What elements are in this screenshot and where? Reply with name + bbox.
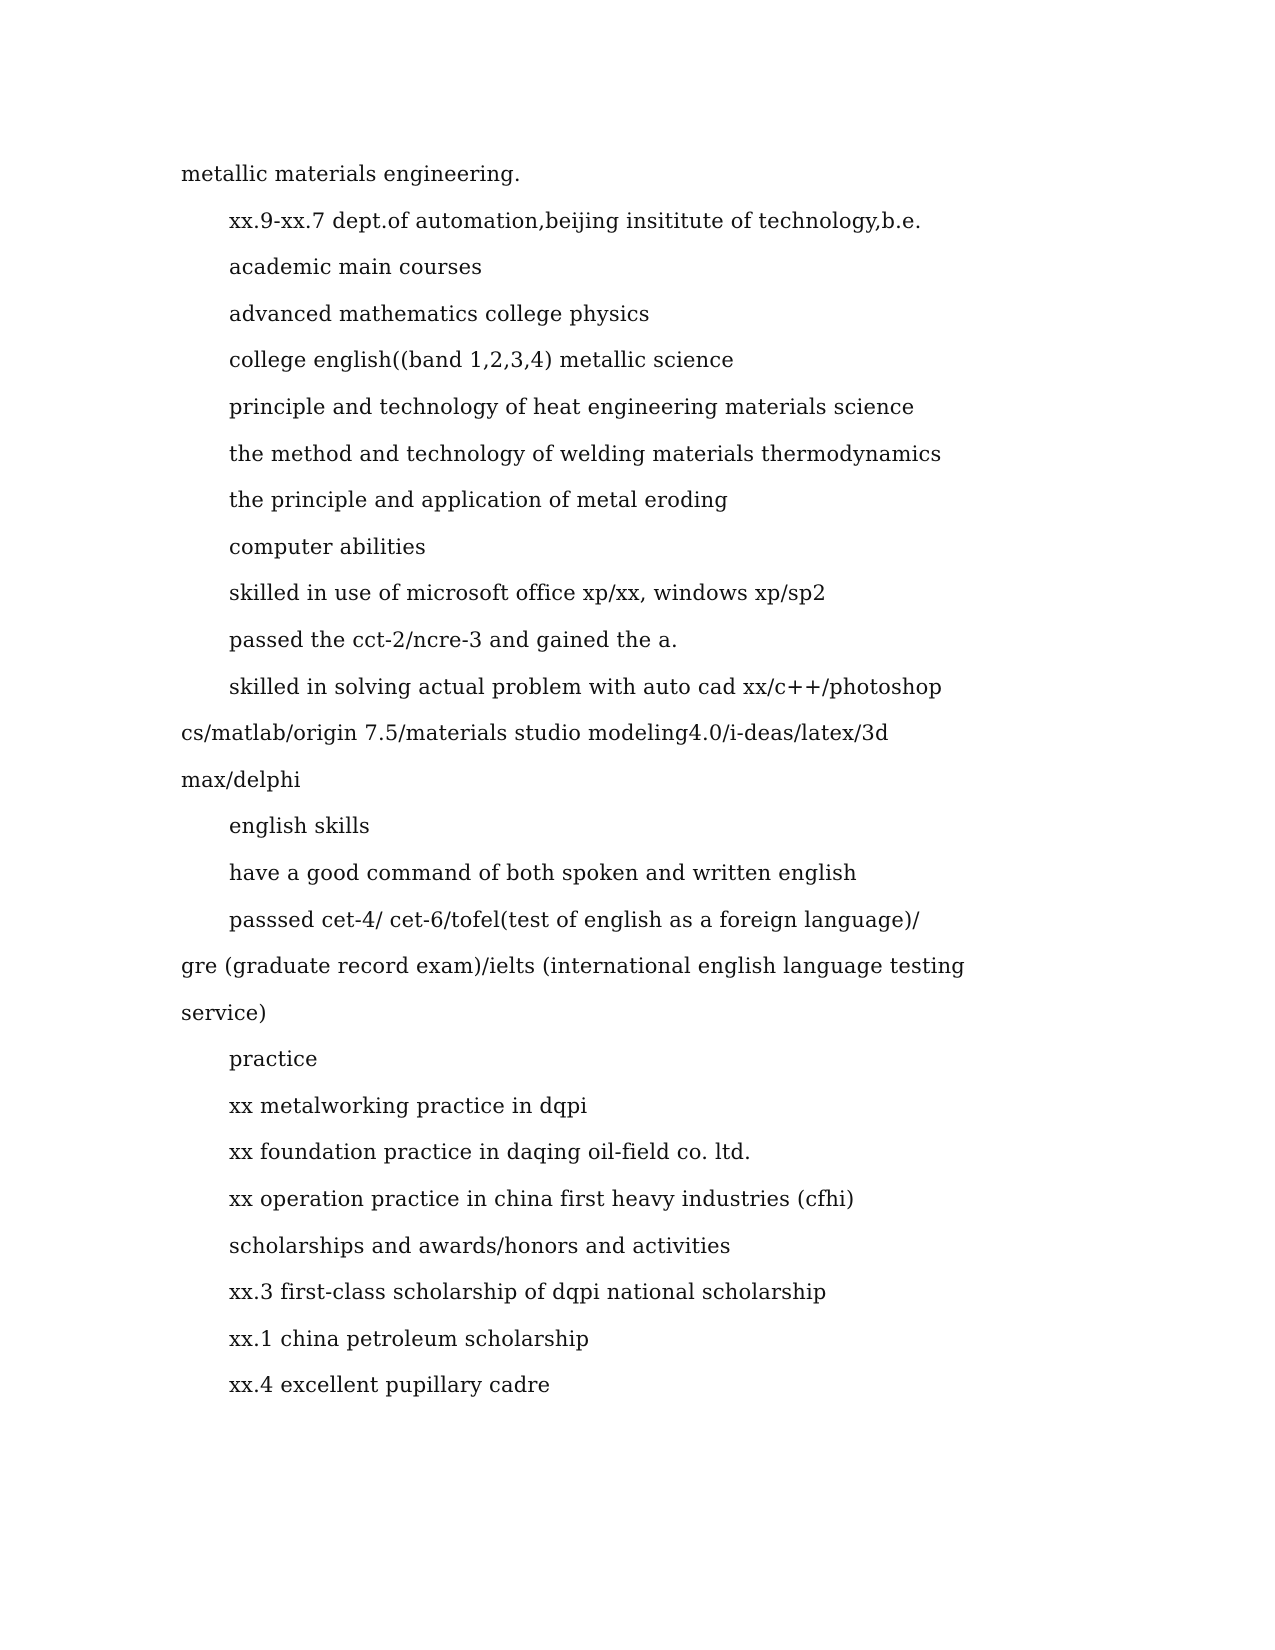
section-heading: scholarships and awards/honors and activities [229,1233,731,1258]
text-line: xx.1 china petroleum scholarship [229,1326,590,1351]
text-line: passsed cet-4/ cet-6/tofel(test of english as a foreign language)/ [229,907,920,932]
section-heading: academic main courses [229,255,483,280]
section-heading: practice [229,1047,318,1072]
section-heading: computer abilities [229,534,426,559]
text-line: xx metalworking practice in dqpi [229,1093,588,1118]
text-line: service) [181,1000,267,1025]
text-line: college english((band 1,2,3,4) metallic science [229,348,734,373]
text-line: skilled in use of microsoft office xp/xx, windows xp/sp2 [229,581,827,606]
text-line: cs/matlab/origin 7.5/materials studio modeling4.0/i-deas/latex/3d [181,721,889,746]
document-body [181,151,1081,1409]
text-line: metallic materials engineering. [181,162,521,186]
text-line: max/delphi [181,767,301,792]
text-line: principle and technology of heat engineering materials science [229,394,915,419]
text-line: gre (graduate record exam)/ielts (international english language testing [181,954,965,979]
text-line: xx.4 excellent pupillary cadre [229,1373,551,1398]
text-line: passed the cct-2/ncre-3 and gained the a. [229,627,678,652]
text-line: xx operation practice in china first heavy industries (cfhi) [229,1187,855,1212]
section-heading: english skills [229,814,371,839]
text-line: xx foundation practice in daqing oil-field co. ltd. [229,1140,752,1165]
text-line: xx.9-xx.7 dept.of automation,beijing insititute of technology,b.e. [229,208,922,233]
text-line: have a good command of both spoken and written english [229,860,857,885]
text-line: xx.3 first-class scholarship of dqpi national scholarship [229,1280,827,1305]
text-line: the method and technology of welding materials thermodynamics [229,441,942,466]
text-line: advanced mathematics college physics [229,301,650,326]
text-line: the principle and application of metal eroding [229,488,729,513]
text-line: skilled in solving actual problem with auto cad xx/c++/photoshop [229,674,943,699]
